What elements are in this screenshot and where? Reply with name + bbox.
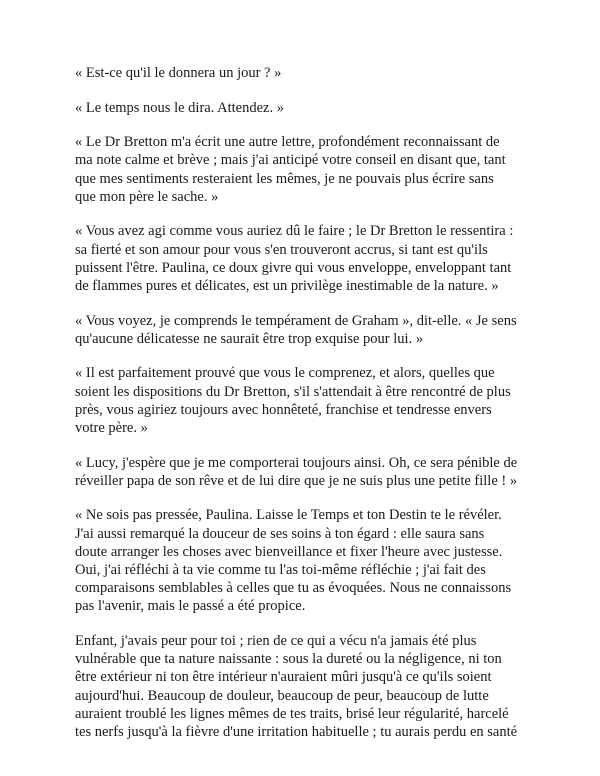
text-line: puissent l'être. Paulina, ce doux givre qui vous enveloppe, enveloppant tant [75,259,512,276]
text-line: votre père. » [75,420,148,436]
text-line: « Vous voyez, je comprends le tempérament de Graham », dit-elle. « Je sens [75,312,517,329]
paragraph-4 [75,222,539,295]
paragraph-1 [75,64,539,82]
text-line: Oui, j'ai réfléchi à ta vie comme tu l'as toi-même réfléchie ; j'ai fait des [75,562,486,578]
paragraph-2 [75,99,539,117]
text-line: que mon père le sache. » [75,188,219,205]
text-line: « Est-ce qu'il le donnera un jour ? » [75,65,282,81]
paragraph-9 [75,632,539,741]
text-line: « Lucy, j'espère que je me comporterai toujours ainsi. Oh, ce sera pénible de [75,454,518,471]
text-line: ma note calme et brève ; mais j'ai anticipé votre conseil en disant que, tant [75,152,506,169]
text-line: être extérieur ni ton être intérieur n'auraient mûri jusqu'à ce qu'ils soient [75,669,492,686]
text-line: Enfant, j'avais peur pour toi ; rien de ce qui a vécu n'a jamais été plus [75,633,477,649]
text-line: que mes sentiments resteraient les mêmes, je ne pouvais plus écrire sans [75,170,494,187]
text-line: « Vous avez agi comme vous auriez dû le faire ; le Dr Bretton le ressentira : [75,223,514,240]
paragraph-7 [75,454,539,490]
text-line: pas l'avenir, mais le passé a été propice. [75,598,306,615]
document-page [75,64,539,758]
text-line: réveiller papa de son rêve et de lui dire que je ne suis plus une petite fille ! » [75,472,518,489]
text-line: J'ai aussi remarqué la douceur de ses soins à ton égard : elle saura sans [75,525,485,542]
text-line: sa fierté et son amour pour vous s'en trouveront accrus, si tant est qu'ils [75,241,488,258]
paragraph-3 [75,133,539,206]
text-line: « Ne sois pas pressée, Paulina. Laisse le Temps et ton Destin te le révéler. [75,507,502,524]
text-line: « Il est parfaitement prouvé que vous le comprenez, et alors, quelles que [75,365,495,382]
text-line: aujourd'hui. Beaucoup de douleur, beaucoup de peur, beaucoup de lutte [75,687,489,704]
paragraph-5 [75,312,539,348]
paragraph-8 [75,506,539,615]
text-line: qu'aucune délicatesse ne saurait être trop exquise pour lui. » [75,330,424,347]
text-line: « Le temps nous le dira. Attendez. » [75,99,284,116]
text-line: « Le Dr Bretton m'a écrit une autre lettre, profondément reconnaissant de [75,134,500,151]
text-line: auraient troublé les lignes mêmes de tes traits, brisé leur régularité, harcelé [75,705,509,722]
text-line: de flammes pures et délicates, est un privilège inestimable de la nature. » [75,278,499,294]
text-line: soient les dispositions du Dr Bretton, s'il s'attendait à être rencontré de plus [75,383,511,400]
text-line: doute arranger les choses avec bienveillance et fixer l'heure avec justesse. [75,543,503,560]
text-line: près, vous agiriez toujours avec honnêteté, franchise et tendresse envers [75,401,492,418]
text-line: comparaisons semblables à celles que tu as évoquées. Nous ne connaissons [75,580,512,597]
text-line: vulnérable que ta nature naissante : sous la dureté ou la négligence, ni ton [75,651,502,668]
text-line: tes nerfs jusqu'à la fièvre d'une irritation habituelle ; tu aurais perdu en santé [75,724,518,741]
paragraph-6 [75,364,539,437]
